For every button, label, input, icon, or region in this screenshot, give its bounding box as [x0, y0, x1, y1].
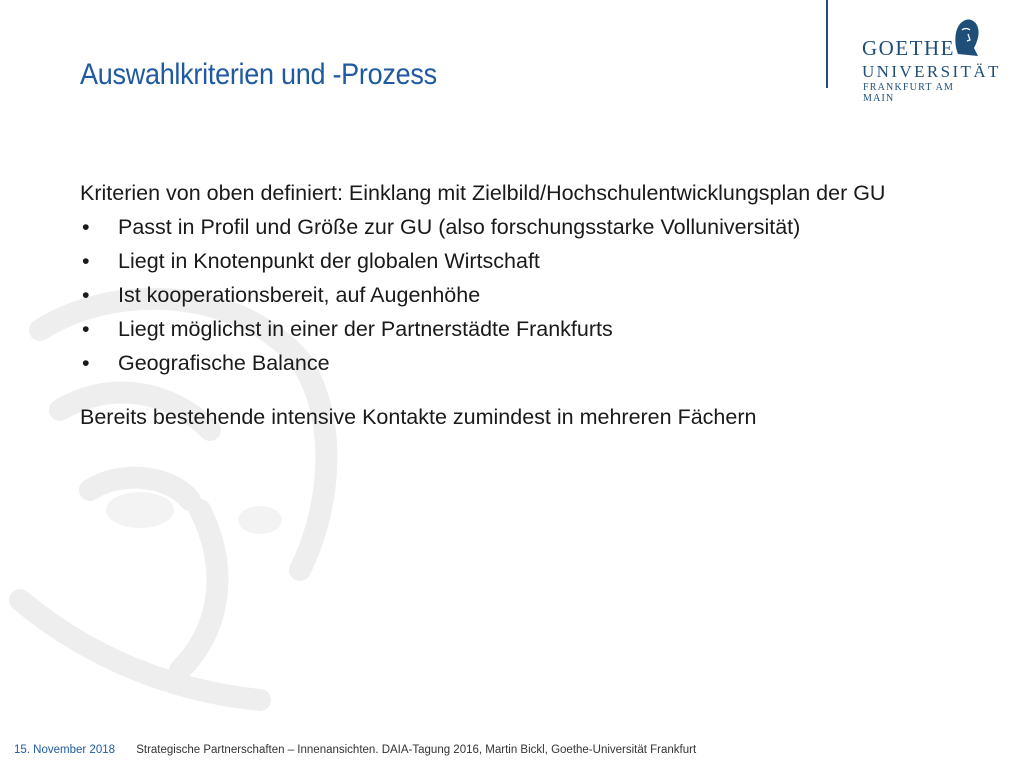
list-item-text: Passt in Profil und Größe zur GU (also forschungsstarke Volluniversität) [118, 215, 801, 239]
bullet-icon: • [82, 351, 90, 375]
criteria-list [80, 210, 960, 380]
logo-text-location: FRANKFURT AM MAIN [863, 82, 955, 104]
footer [14, 744, 696, 756]
bullet-icon: • [82, 215, 90, 239]
list-item [80, 346, 960, 380]
bullet-icon: • [82, 249, 90, 273]
footer-text: Strategische Partnerschaften – Innenansichten. DAIA-Tagung 2016, Martin Bickl, Goethe-Universität Frankfurt [136, 744, 697, 756]
list-item-text: Liegt möglichst in einer der Partnerstädte Frankfurts [118, 317, 613, 341]
closing-paragraph: Bereits bestehende intensive Kontakte zumindest in mehreren Fächern [80, 405, 757, 429]
footer-date: 15. November 2018 [14, 744, 116, 756]
logo-text-universitaet: UNIVERSITÄT [862, 62, 1001, 81]
list-item-text: Geografische Balance [118, 351, 330, 375]
slide-content [80, 176, 960, 434]
list-item [80, 312, 960, 346]
list-item [80, 278, 960, 312]
logo-text-goethe: GOETHE [862, 36, 955, 60]
slide-title: Auswahlkriterien und -Prozess [80, 58, 437, 91]
intro-paragraph: Kriterien von oben definiert: Einklang mit Zielbild/Hochschulentwicklungsplan der GU [80, 181, 886, 205]
list-item [80, 244, 960, 278]
list-item-text: Liegt in Knotenpunkt der globalen Wirtschaft [118, 249, 540, 273]
list-item-text: Ist kooperationsbereit, auf Augenhöhe [118, 283, 481, 307]
bullet-icon: • [82, 317, 90, 341]
header-divider [826, 0, 828, 88]
bullet-icon: • [82, 283, 90, 307]
list-item [80, 210, 960, 244]
goethe-university-logo [858, 14, 1001, 104]
